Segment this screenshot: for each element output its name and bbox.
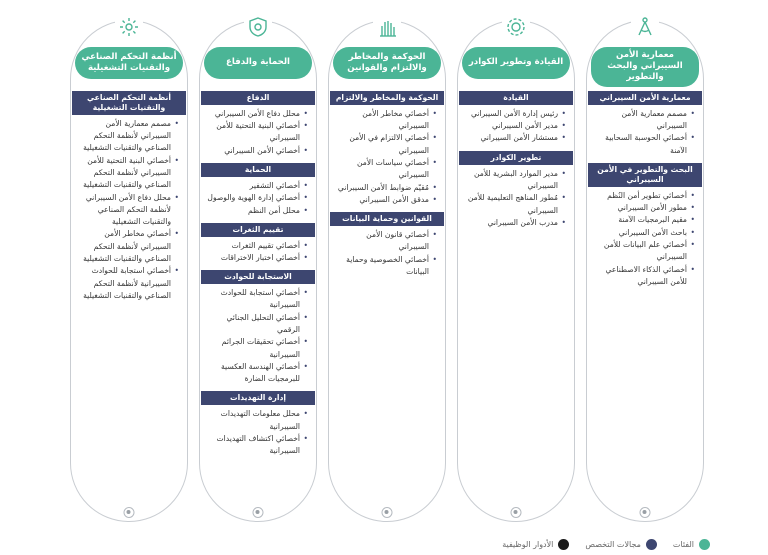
role-item: • مدقق الأمن السيبراني <box>334 194 437 206</box>
role-list <box>201 105 315 159</box>
legend-swatch <box>699 539 710 550</box>
domain-heading: أنظمة التحكم الصناعي والتقنيات التشغيلية <box>72 91 186 115</box>
role-item: • أخصائي سياسات الأمن السيبراني <box>334 157 437 182</box>
role-item: • باحث الأمن السيبراني <box>592 227 695 239</box>
category-column-governance <box>328 20 446 522</box>
role-list <box>201 237 315 267</box>
role-item: • مُطور المناهج التعليمية للأمن السيبراني <box>463 192 566 217</box>
role-item: • أخصائي البنية التحتية للأمن السيبراني <box>205 120 308 145</box>
column-end-dot <box>382 507 393 518</box>
role-item: • أخصائي تطوير أمن النُظم <box>592 190 695 202</box>
role-item: • مُقيّم ضوابط الأمن السيبراني <box>334 182 437 194</box>
legend-swatch <box>646 539 657 550</box>
legend-label: الأدوار الوظيفية <box>502 539 554 549</box>
role-item: • أخصائي مخاطر الأمن السيبراني <box>334 108 437 133</box>
domain-heading: تطوير الكوادر <box>459 151 573 165</box>
role-item: • أخصائي الخصوصية وحماية البيانات <box>334 254 437 279</box>
role-item: • أخصائي علم البيانات للأمن السيبراني <box>592 239 695 264</box>
role-item: • محلل أمن النظم <box>205 205 308 217</box>
legend-item-domains <box>585 539 657 550</box>
role-item: • مستشار الأمن السيبراني <box>463 132 566 144</box>
role-list <box>459 165 573 231</box>
column-end-dot <box>124 507 135 518</box>
role-item: • أخصائي استجابة للحوادث السيبرانية لأنظمة التحكم الصناعي والتقنيات التشغيلية <box>76 265 179 302</box>
role-list <box>201 405 315 459</box>
role-item: • رئيس إدارة الأمن السيبراني <box>463 108 566 120</box>
category-column-protection <box>199 20 317 522</box>
role-item: • مطور الأمن السيبراني <box>592 202 695 214</box>
role-item: • أخصائي البنية التحتية للأمن السيبراني لأنظمة التحكم الصناعي والتقنيات التشغيلية <box>76 155 179 192</box>
role-item: • أخصائي مخاطر الأمن السيبراني لأنظمة التحكم الصناعي والتقنيات التشغيلية <box>76 228 179 265</box>
governance-hand-icon <box>373 13 401 41</box>
category-body <box>72 91 186 304</box>
category-column-ics <box>70 20 188 522</box>
role-item: • مدير الأمن السيبراني <box>463 120 566 132</box>
domain-heading: الحوكمة والمخاطر والالتزام <box>330 91 444 105</box>
role-item: • أخصائي الالتزام في الأمن السيبراني <box>334 132 437 157</box>
legend-item-categories <box>673 539 710 550</box>
architecture-compass-icon <box>631 13 659 41</box>
role-list <box>201 177 315 219</box>
role-item: • محلل دفاع الأمن السيبراني <box>205 108 308 120</box>
domain-heading: البحث والتطوير في الأمن السيبراني <box>588 163 702 187</box>
role-item: • أخصائي الذكاء الاصطناعي للأمن السيبراني <box>592 264 695 289</box>
category-title: القيادة وتطوير الكوادر <box>462 47 570 79</box>
role-item: • أخصائي استجابة للحوادث السيبرانية <box>205 287 308 312</box>
role-item: • أخصائي الأمن السيبراني <box>205 145 308 157</box>
role-list <box>588 187 702 290</box>
shield-icon <box>244 13 272 41</box>
role-item: • مصمم معمارية الأمن السيبراني <box>592 108 695 133</box>
category-title: الحماية والدفاع <box>204 47 312 79</box>
industrial-cog-icon <box>115 13 143 41</box>
role-list <box>330 105 444 208</box>
role-item: • أخصائي التحليل الجنائي الرقمي <box>205 312 308 337</box>
domain-heading: تقييم الثغرات <box>201 223 315 237</box>
role-item: • محلل معلومات التهديدات السيبرانية <box>205 408 308 433</box>
domain-heading: إدارة التهديدات <box>201 391 315 405</box>
role-list <box>330 226 444 280</box>
role-list <box>459 105 573 147</box>
role-item: • مصمم معمارية الأمن السيبراني لأنظمة التحكم الصناعي والتقنيات التشغيلية <box>76 118 179 155</box>
role-item: • أخصائي تحقيقات الجرائم السيبرانية <box>205 336 308 361</box>
role-item: • محلل دفاع الأمن السيبراني لأنظمة التحكم الصناعي والتقنيات التشغيلية <box>76 192 179 229</box>
column-end-dot <box>511 507 522 518</box>
category-title: معمارية الأمن السيبراني والبحث والتطوير <box>591 47 699 87</box>
category-body <box>588 91 702 290</box>
leadership-gear-icon <box>502 13 530 41</box>
category-body <box>330 91 444 280</box>
legend <box>480 536 710 552</box>
role-item: • أخصائي الهندسة العكسية للبرمجيات الضارة <box>205 361 308 386</box>
category-title: أنظمة التحكم الصناعي والتقنيات التشغيلية <box>75 47 183 79</box>
category-body <box>459 91 573 231</box>
domain-heading: الحماية <box>201 163 315 177</box>
column-end-dot <box>640 507 651 518</box>
category-column-architecture <box>586 20 704 522</box>
role-item: • أخصائي اكتشاف التهديدات السيبرانية <box>205 433 308 458</box>
role-list <box>72 115 186 304</box>
role-item: • مقيم البرمجيات الآمنة <box>592 214 695 226</box>
legend-label: مجالات التخصص <box>585 539 641 549</box>
legend-swatch <box>558 539 569 550</box>
domain-heading: القيادة <box>459 91 573 105</box>
role-list <box>201 284 315 387</box>
category-title: الحوكمة والمخاطر والالتزام والقوانين <box>333 47 441 79</box>
role-item: • أخصائي قانون الأمن السيبراني <box>334 229 437 254</box>
role-list <box>588 105 702 159</box>
category-body <box>201 91 315 460</box>
domain-heading: الاستجابة للحوادث <box>201 270 315 284</box>
domain-heading: الدفاع <box>201 91 315 105</box>
domain-heading: القوانين وحماية البيانات <box>330 212 444 226</box>
role-item: • أخصائي التشفير <box>205 180 308 192</box>
domain-heading: معمارية الأمن السيبراني <box>588 91 702 105</box>
category-column-leadership <box>457 20 575 522</box>
role-item: • أخصائي الحوسبة السحابية الآمنة <box>592 132 695 157</box>
role-item: • مدير الموارد البشرية للأمن السيبراني <box>463 168 566 193</box>
legend-item-roles <box>502 539 569 550</box>
legend-label: الفئات <box>672 539 694 549</box>
role-item: • أخصائي تقييم الثغرات <box>205 240 308 252</box>
role-item: • مدرب الأمن السيبراني <box>463 217 566 229</box>
role-item: • أخصائي إدارة الهوية والوصول <box>205 192 308 204</box>
column-end-dot <box>253 507 264 518</box>
role-item: • أخصائي اختبار الاختراقات <box>205 252 308 264</box>
